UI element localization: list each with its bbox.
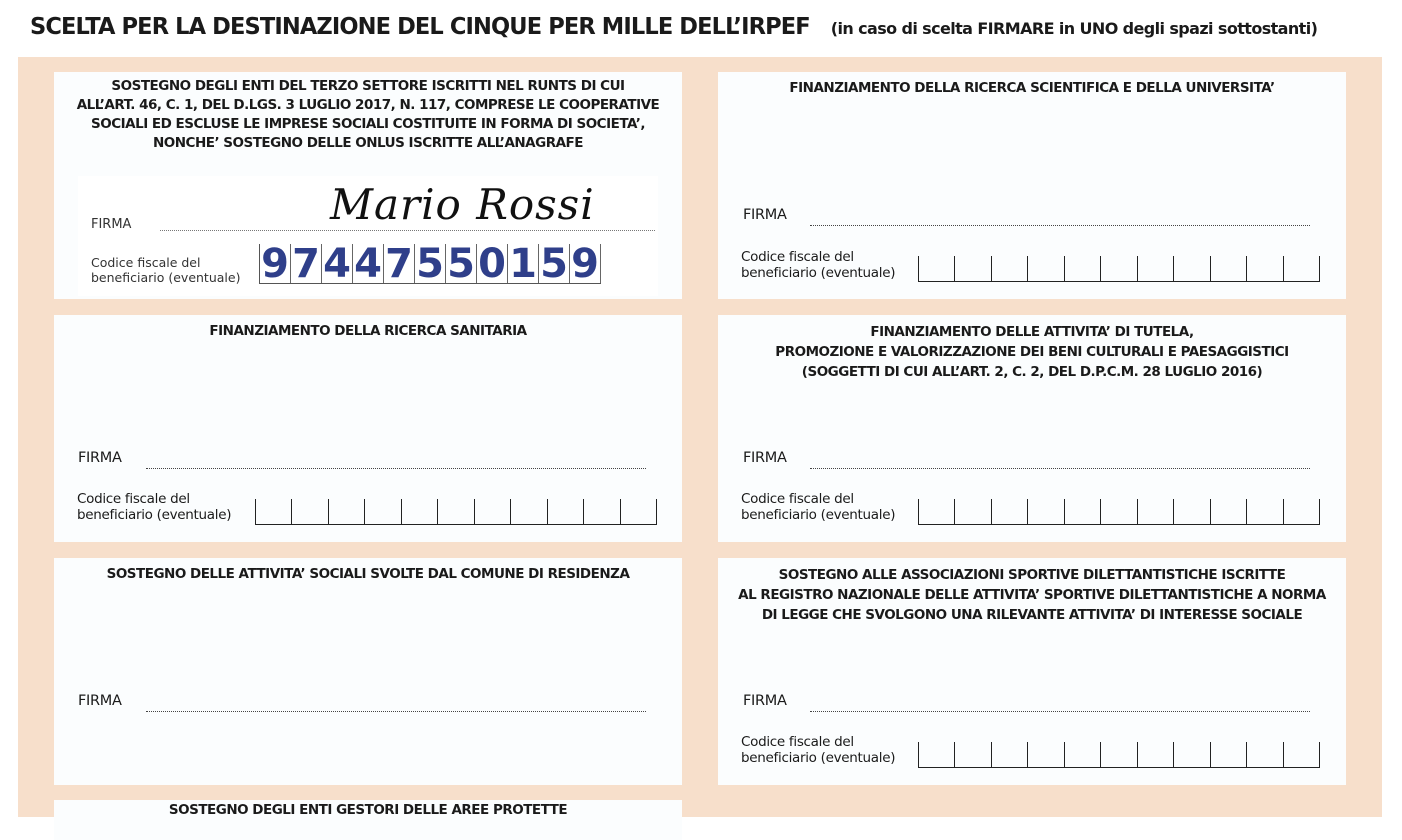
codice-fiscale-field[interactable] xyxy=(918,499,1320,525)
cf-cell[interactable] xyxy=(919,742,955,768)
firma-signature-line xyxy=(160,230,655,231)
codice-fiscale-field[interactable] xyxy=(918,256,1320,282)
cf-cell[interactable] xyxy=(1284,256,1320,282)
cf-cell[interactable] xyxy=(1174,742,1210,768)
cf-cell[interactable] xyxy=(621,499,657,525)
cf-digit: 5 xyxy=(539,244,570,283)
cf-label-line2: beneficiario (eventuale) xyxy=(741,507,896,523)
cf-cell[interactable] xyxy=(1101,742,1137,768)
cf-cell[interactable] xyxy=(1211,499,1247,525)
form-title-main: SCELTA PER LA DESTINAZIONE DEL CINQUE PER MILLE DELL’IRPEF xyxy=(30,14,810,40)
title-line: SOSTEGNO DELLE ATTIVITA’ SOCIALI SVOLTE DAL COMUNE DI RESIDENZA xyxy=(106,566,630,582)
cf-digit: 9 xyxy=(570,244,601,283)
title-line: NONCHE’ SOSTEGNO DELLE ONLUS ISCRITTE ALL’ANAGRAFE xyxy=(152,135,584,151)
cf-digit: 1 xyxy=(508,244,539,283)
codice-fiscale-label xyxy=(741,491,895,523)
cf-cell[interactable] xyxy=(1284,742,1320,768)
codice-fiscale-field[interactable] xyxy=(918,742,1320,768)
firma-label: FIRMA xyxy=(78,693,122,709)
cf-digit: 5 xyxy=(415,244,446,283)
cf-cell[interactable] xyxy=(548,499,584,525)
cf-cell[interactable] xyxy=(1138,256,1174,282)
cf-cell[interactable] xyxy=(329,499,365,525)
cf-cell[interactable] xyxy=(1211,256,1247,282)
cf-label-line1: Codice fiscale del xyxy=(741,734,854,750)
cf-cell[interactable] xyxy=(1174,256,1210,282)
form-title-instruction: (in caso di scelta FIRMARE in UNO degli spazi sottostanti) xyxy=(830,19,1318,38)
firma-label: FIRMA xyxy=(743,450,787,466)
codice-fiscale-field[interactable] xyxy=(259,241,601,287)
firma-signature-line[interactable] xyxy=(146,468,646,469)
cf-cell[interactable] xyxy=(1065,256,1101,282)
codice-fiscale-field[interactable] xyxy=(255,499,657,525)
cf-cell[interactable] xyxy=(584,499,620,525)
firma-label: FIRMA xyxy=(743,207,787,223)
cf-cell[interactable] xyxy=(365,499,401,525)
firma-label: FIRMA xyxy=(743,693,787,709)
cf-cell[interactable] xyxy=(1101,499,1137,525)
title-line: DI LEGGE CHE SVOLGONO UNA RILEVANTE ATTIVITA’ DI INTERESSE SOCIALE xyxy=(761,607,1303,623)
cf-cell[interactable] xyxy=(919,256,955,282)
title-line: AL REGISTRO NAZIONALE DELLE ATTIVITA’ SPORTIVE DILETTANTISTICHE A NORMA xyxy=(738,587,1326,603)
cf-cell[interactable] xyxy=(1028,256,1064,282)
cf-cell[interactable] xyxy=(1028,742,1064,768)
box-ricerca-universita xyxy=(718,72,1346,299)
cf-digit: 7 xyxy=(291,244,322,283)
cf-cell[interactable] xyxy=(511,499,547,525)
cf-cell[interactable] xyxy=(292,499,328,525)
firma-label: FIRMA xyxy=(91,217,132,232)
box-title-beni-culturali xyxy=(718,322,1346,382)
cf-label-line2: beneficiario (eventuale) xyxy=(741,750,896,766)
cf-cell[interactable] xyxy=(1284,499,1320,525)
box-title-comune-residenza xyxy=(54,565,682,585)
cf-cell[interactable] xyxy=(1101,256,1137,282)
cf-cell[interactable] xyxy=(992,256,1028,282)
cf-cell[interactable] xyxy=(1138,742,1174,768)
cf-digit: 4 xyxy=(353,244,384,283)
title-line: SOCIALI ED ESCLUSE LE IMPRESE SOCIALI COSTITUITE IN FORMA DI SOCIETA’, xyxy=(91,116,645,132)
cf-cell[interactable] xyxy=(438,499,474,525)
cf-label-line1: Codice fiscale del xyxy=(91,255,201,270)
cf-cell[interactable] xyxy=(475,499,511,525)
firma-signature-line[interactable] xyxy=(810,468,1310,469)
title-line: ALL’ART. 46, C. 1, DEL D.LGS. 3 LUGLIO 2017, N. 117, COMPRESE LE COOPERATIVE xyxy=(76,97,660,113)
signature-mario-rossi: Mario Rossi xyxy=(330,180,595,229)
firma-label: FIRMA xyxy=(78,450,122,466)
box-title-associazioni-sportive xyxy=(718,565,1346,625)
firma-signature-line[interactable] xyxy=(810,225,1310,226)
cf-cell[interactable] xyxy=(256,499,292,525)
cf-cell[interactable] xyxy=(1247,256,1283,282)
firma-signature-line[interactable] xyxy=(810,711,1310,712)
title-line: PROMOZIONE E VALORIZZAZIONE DEI BENI CULTURALI E PAESAGGISTICI xyxy=(775,344,1289,360)
title-line: (SOGGETTI DI CUI ALL’ART. 2, C. 2, DEL D.P.C.M. 28 LUGLIO 2016) xyxy=(801,364,1263,380)
cf-cell[interactable] xyxy=(402,499,438,525)
cf-label-line1: Codice fiscale del xyxy=(77,491,190,507)
cf-cell[interactable] xyxy=(992,499,1028,525)
cf-cell[interactable] xyxy=(1028,499,1064,525)
box-title-terzo-settore xyxy=(54,77,682,153)
cf-cell[interactable] xyxy=(1065,742,1101,768)
firma-signature-line[interactable] xyxy=(146,711,646,712)
cf-label-line2: beneficiario (eventuale) xyxy=(91,270,241,285)
box-ricerca-sanitaria xyxy=(54,315,682,542)
title-line: SOSTEGNO DEGLI ENTI GESTORI DELLE AREE PROTETTE xyxy=(168,802,568,818)
box-aree-protette xyxy=(54,800,682,840)
title-line: FINANZIAMENTO DELLA RICERCA SANITARIA xyxy=(209,323,527,339)
cf-cell[interactable] xyxy=(1174,499,1210,525)
box-title-ricerca-universita xyxy=(718,79,1346,99)
cf-cell[interactable] xyxy=(1247,499,1283,525)
cf-cell[interactable] xyxy=(919,499,955,525)
codice-fiscale-label xyxy=(77,491,231,523)
cf-cell[interactable] xyxy=(955,499,991,525)
cf-cell[interactable] xyxy=(992,742,1028,768)
cf-cell[interactable] xyxy=(1211,742,1247,768)
title-line: SOSTEGNO ALLE ASSOCIAZIONI SPORTIVE DILETTANTISTICHE ISCRITTE xyxy=(778,567,1286,583)
cf-label-line1: Codice fiscale del xyxy=(741,249,854,265)
box-beni-culturali xyxy=(718,315,1346,542)
box-associazioni-sportive xyxy=(718,558,1346,785)
codice-fiscale-label xyxy=(741,249,895,281)
cf-digit: 4 xyxy=(322,244,353,283)
cf-cell[interactable] xyxy=(1065,499,1101,525)
cf-digit: 5 xyxy=(446,244,477,283)
cf-cell[interactable] xyxy=(1247,742,1283,768)
codice-fiscale-label xyxy=(741,734,895,766)
cf-cell[interactable] xyxy=(955,742,991,768)
cf-digit: 7 xyxy=(384,244,415,283)
title-line: SOSTEGNO DEGLI ENTI DEL TERZO SETTORE ISCRITTI NEL RUNTS DI CUI xyxy=(111,78,625,94)
cf-label-line1: Codice fiscale del xyxy=(741,491,854,507)
cf-label-line2: beneficiario (eventuale) xyxy=(77,507,232,523)
box-title-aree-protette xyxy=(54,801,682,821)
cf-cell[interactable] xyxy=(1138,499,1174,525)
cf-cell[interactable] xyxy=(955,256,991,282)
cf-label-line2: beneficiario (eventuale) xyxy=(741,265,896,281)
box-terzo-settore xyxy=(54,72,682,299)
form-title xyxy=(30,14,1390,40)
cf-digit: 0 xyxy=(477,244,508,283)
codice-fiscale-label xyxy=(91,255,240,285)
cf-digit: 9 xyxy=(260,244,291,283)
box-title-ricerca-sanitaria xyxy=(54,322,682,342)
title-line: FINANZIAMENTO DELLE ATTIVITA’ DI TUTELA, xyxy=(870,324,1194,340)
title-line: FINANZIAMENTO DELLA RICERCA SCIENTIFICA E DELLA UNIVERSITA’ xyxy=(789,80,1275,96)
box-comune-residenza xyxy=(54,558,682,785)
